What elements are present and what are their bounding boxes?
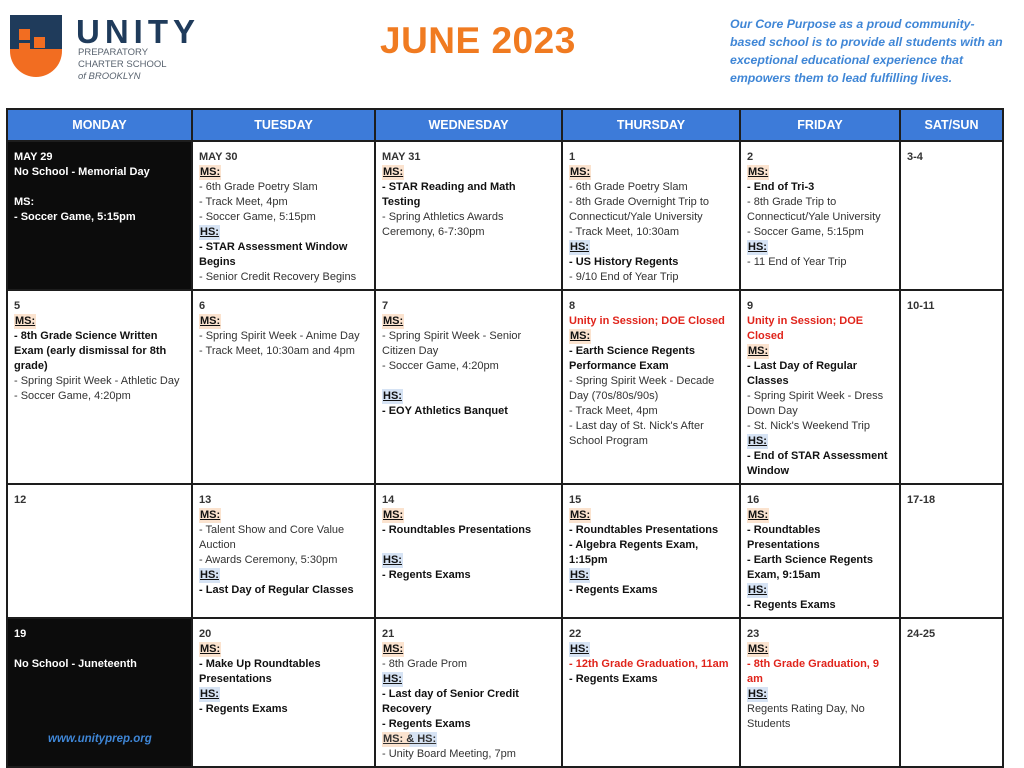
calendar-day-cell xyxy=(740,618,900,767)
page-title: JUNE 2023 xyxy=(380,20,576,61)
event-item: - Make Up Roundtables Presentations xyxy=(199,658,321,685)
calendar-day-cell xyxy=(7,290,192,484)
day-date: 1 xyxy=(569,151,576,163)
alert-event: Unity in Session; DOE Closed xyxy=(569,315,725,327)
ms-label xyxy=(382,642,555,657)
weekday-header: MONDAY xyxy=(7,109,192,141)
event-item: - Roundtables Presentations xyxy=(747,524,821,551)
day-date: 6 xyxy=(199,300,206,312)
event-item: No School - Juneteenth xyxy=(14,658,137,670)
ms-tag: MS: xyxy=(383,315,404,327)
calendar-day-cell xyxy=(192,618,375,767)
day-date: 5 xyxy=(14,300,21,312)
ms-label xyxy=(199,642,368,657)
hs-label xyxy=(199,687,368,702)
ms-label xyxy=(382,314,555,329)
calendar-day-cell xyxy=(740,290,900,484)
hs-tag: HS: xyxy=(200,688,219,700)
event-item: - Spring Spirit Week - Athletic Day xyxy=(14,375,180,387)
alert-event: - 12th Grade Graduation, 11am xyxy=(569,658,729,670)
hs-label xyxy=(382,389,555,404)
footer-website-link[interactable]: www.unityprep.org xyxy=(48,733,152,745)
hs-label xyxy=(382,672,555,687)
day-date: 7 xyxy=(382,300,389,312)
event-item: - Regents Exams xyxy=(382,718,471,730)
hs-label xyxy=(382,553,555,568)
calendar-day-cell xyxy=(192,141,375,290)
school-logo xyxy=(10,15,210,85)
event-item: - Earth Science Regents Exam, 9:15am xyxy=(747,554,873,581)
hs-label xyxy=(569,240,733,255)
calendar-week-row xyxy=(7,484,1003,618)
calendar-week-row xyxy=(7,141,1003,290)
ms-label xyxy=(747,344,893,359)
ms-tag: MS: xyxy=(200,315,221,327)
logo-subtitle: PREPARATORY CHARTER SCHOOL of BROOKLYN xyxy=(78,47,167,82)
event-item: - Roundtables Presentations xyxy=(569,524,719,536)
spacer xyxy=(382,538,555,553)
ms-label xyxy=(747,508,893,523)
event-item: - 6th Grade Poetry Slam xyxy=(199,181,318,193)
ms-label xyxy=(747,642,893,657)
event-item: - Track Meet, 10:30am and 4pm xyxy=(199,345,355,357)
day-date: 12 xyxy=(14,494,27,506)
day-date: 24-25 xyxy=(907,628,936,640)
hs-label xyxy=(569,642,733,657)
hs-tag: HS: xyxy=(383,390,402,402)
event-item: - Track Meet, 10:30am xyxy=(569,226,680,238)
event-item: - Earth Science Regents Performance Exam xyxy=(569,345,695,372)
event-item: - 6th Grade Poetry Slam xyxy=(569,181,688,193)
alert-event: - 8th Grade Graduation, 9 am xyxy=(747,658,880,685)
hs-tag: HS: xyxy=(570,569,589,581)
core-purpose-statement: Our Core Purpose as a proud community-based school is to provide all students with an exceptional educational experience that empowers them to lead fulfilling lives. xyxy=(730,17,1003,85)
ms-tag: MS: xyxy=(748,166,769,178)
hs-tag: HS: xyxy=(383,554,402,566)
event-item: MS: xyxy=(14,196,35,208)
ms-tag: MS: xyxy=(383,643,404,655)
ms-tag: MS: xyxy=(200,509,221,521)
event-item: - End of STAR Assessment Window xyxy=(747,450,888,477)
weekday-header: FRIDAY xyxy=(740,109,900,141)
event-item: - Regents Exams xyxy=(199,703,288,715)
day-date: 10-11 xyxy=(907,300,935,312)
hs-label xyxy=(747,434,893,449)
calendar-day-cell xyxy=(562,484,740,618)
event-item: - Spring Spirit Week - Decade Day (70s/80s/90s) xyxy=(569,375,715,402)
ms-tag: MS: xyxy=(200,643,221,655)
event-item: - 8th Grade Overnight Trip to Connecticut/Yale University xyxy=(569,196,710,223)
weekday-header: THURSDAY xyxy=(562,109,740,141)
event-item: - 8th Grade Trip to Connecticut/Yale University xyxy=(747,196,881,223)
event-item: - Awards Ceremony, 5:30pm xyxy=(199,554,338,566)
calendar-day-cell xyxy=(192,290,375,484)
weekday-header: WEDNESDAY xyxy=(375,109,562,141)
event-item: No School - Memorial Day xyxy=(14,166,150,178)
hs-label xyxy=(747,240,893,255)
day-date: 21 xyxy=(382,628,395,640)
ms-label xyxy=(569,508,733,523)
ms-label xyxy=(382,508,555,523)
day-date: 9 xyxy=(747,300,754,312)
event-item: - Regents Exams xyxy=(382,569,471,581)
event-item: - EOY Athletics Banquet xyxy=(382,405,508,417)
event-item: - 9/10 End of Year Trip xyxy=(569,271,679,283)
event-item: - Senior Credit Recovery Begins xyxy=(199,271,357,283)
event-item: - 8th Grade Prom xyxy=(382,658,467,670)
day-date: 2 xyxy=(747,151,754,163)
day-date: MAY 31 xyxy=(382,151,421,163)
calendar-day-cell xyxy=(7,484,192,618)
event-item: - St. Nick's Weekend Trip xyxy=(747,420,870,432)
event-item: - Spring Spirit Week - Dress Down Day xyxy=(747,390,884,417)
calendar-week-row xyxy=(7,290,1003,484)
ms-tag: MS: xyxy=(748,643,769,655)
hs-tag: HS: xyxy=(200,226,219,238)
calendar-day-cell xyxy=(740,141,900,290)
ms-tag: MS: xyxy=(15,315,36,327)
hs-label xyxy=(747,687,893,702)
hs-tag: HS: xyxy=(200,569,219,581)
hs-tag: HS: xyxy=(748,584,767,596)
ms-label xyxy=(569,165,733,180)
day-date: 15 xyxy=(569,494,582,506)
day-date: 19 xyxy=(14,628,27,640)
event-item: - STAR Reading and Math Testing xyxy=(382,181,516,208)
weekday-header: TUESDAY xyxy=(192,109,375,141)
weekday-header-row xyxy=(7,109,1003,141)
hs-tag: HS: xyxy=(383,673,402,685)
hs-label xyxy=(569,568,733,583)
hs-tag: HS: xyxy=(748,688,767,700)
event-item: - STAR Assessment Window Begins xyxy=(199,241,348,268)
weekday-header: SAT/SUN xyxy=(900,109,1003,141)
calendar-day-cell xyxy=(192,484,375,618)
building-icon xyxy=(10,15,62,77)
day-date: 16 xyxy=(747,494,760,506)
ms-tag: MS: xyxy=(570,166,591,178)
ms-tag: MS: xyxy=(383,166,404,178)
calendar-day-cell xyxy=(375,484,562,618)
event-item: - Soccer Game, 5:15pm xyxy=(747,226,864,238)
ms-label xyxy=(199,508,368,523)
calendar-day-cell xyxy=(900,484,1003,618)
ms-tag: MS: xyxy=(570,330,591,342)
ms-label xyxy=(14,314,185,329)
calendar-day-cell xyxy=(375,141,562,290)
logo-title: UNITY xyxy=(76,13,200,50)
calendar-day-cell xyxy=(900,618,1003,767)
hs-tag: HS: xyxy=(748,435,767,447)
spacer xyxy=(14,180,185,195)
ms-tag: MS: xyxy=(748,509,769,521)
event-item: - 8th Grade Science Written Exam (early dismissal for 8th grade) xyxy=(14,330,167,372)
ms-label xyxy=(569,329,733,344)
day-date: 23 xyxy=(747,628,760,640)
ms-hs-tag: MS: & HS: xyxy=(383,733,437,745)
calendar-day-cell xyxy=(900,141,1003,290)
calendar-day-cell xyxy=(375,618,562,767)
ms-tag: MS: xyxy=(748,345,769,357)
event-item: - Talent Show and Core Value Auction xyxy=(199,524,345,551)
event-item: Regents Rating Day, No Students xyxy=(747,703,865,730)
day-date: MAY 29 xyxy=(14,151,53,163)
day-date: 14 xyxy=(382,494,395,506)
hs-label xyxy=(199,225,368,240)
event-item: - Regents Exams xyxy=(569,673,658,685)
ms-hs-label xyxy=(382,732,555,747)
spacer xyxy=(382,374,555,389)
calendar-day-cell xyxy=(375,290,562,484)
calendar-day-cell xyxy=(740,484,900,618)
event-item: - Soccer Game, 5:15pm xyxy=(199,211,316,223)
event-item: - Track Meet, 4pm xyxy=(569,405,658,417)
ms-label xyxy=(199,314,368,329)
event-item: - Last Day of Regular Classes xyxy=(199,584,354,596)
event-item: - Soccer Game, 4:20pm xyxy=(14,390,131,402)
event-item: - End of Tri-3 xyxy=(747,181,815,193)
event-item: - Regents Exams xyxy=(747,599,836,611)
event-item: - Spring Athletics Awards Ceremony, 6-7:30pm xyxy=(382,211,504,238)
day-date: 20 xyxy=(199,628,212,640)
event-item: - Soccer Game, 5:15pm xyxy=(14,211,136,223)
calendar-week-row xyxy=(7,618,1003,767)
day-date: 17-18 xyxy=(907,494,936,506)
ms-label xyxy=(382,165,555,180)
event-item: - Spring Spirit Week - Anime Day xyxy=(199,330,360,342)
ms-tag: MS: xyxy=(570,509,591,521)
calendar-day-cell xyxy=(7,141,192,290)
day-date: MAY 30 xyxy=(199,151,238,163)
event-item: - Unity Board Meeting, 7pm xyxy=(382,748,516,760)
hs-tag: HS: xyxy=(748,241,767,253)
alert-event: Unity in Session; DOE Closed xyxy=(747,315,864,342)
hs-label xyxy=(747,583,893,598)
event-item: - Spring Spirit Week - Senior Citizen Day xyxy=(382,330,522,357)
ms-label xyxy=(747,165,893,180)
hs-tag: HS: xyxy=(570,241,589,253)
event-item: - Regents Exams xyxy=(569,584,658,596)
ms-tag: MS: xyxy=(200,166,221,178)
event-item: - Last day of Senior Credit Recovery xyxy=(382,688,519,715)
event-item: - Roundtables Presentations xyxy=(382,524,532,536)
day-date: 22 xyxy=(569,628,582,640)
day-date: 8 xyxy=(569,300,576,312)
calendar-day-cell xyxy=(900,290,1003,484)
hs-label xyxy=(199,568,368,583)
spacer xyxy=(14,642,185,657)
hs-tag: HS: xyxy=(570,643,589,655)
day-date: 13 xyxy=(199,494,212,506)
event-item: - Last day of St. Nick's After School Program xyxy=(569,420,704,447)
event-item: - Track Meet, 4pm xyxy=(199,196,288,208)
calendar-day-cell xyxy=(562,141,740,290)
event-item: - Last Day of Regular Classes xyxy=(747,360,858,387)
calendar-table xyxy=(6,108,1004,768)
event-item: - US History Regents xyxy=(569,256,679,268)
event-item: - Algebra Regents Exam, 1:15pm xyxy=(569,539,699,566)
ms-label xyxy=(199,165,368,180)
event-item: - 11 End of Year Trip xyxy=(747,256,847,268)
day-date: 3-4 xyxy=(907,151,923,163)
calendar-day-cell xyxy=(562,290,740,484)
calendar-day-cell xyxy=(562,618,740,767)
ms-tag: MS: xyxy=(383,509,404,521)
event-item: - Soccer Game, 4:20pm xyxy=(382,360,499,372)
